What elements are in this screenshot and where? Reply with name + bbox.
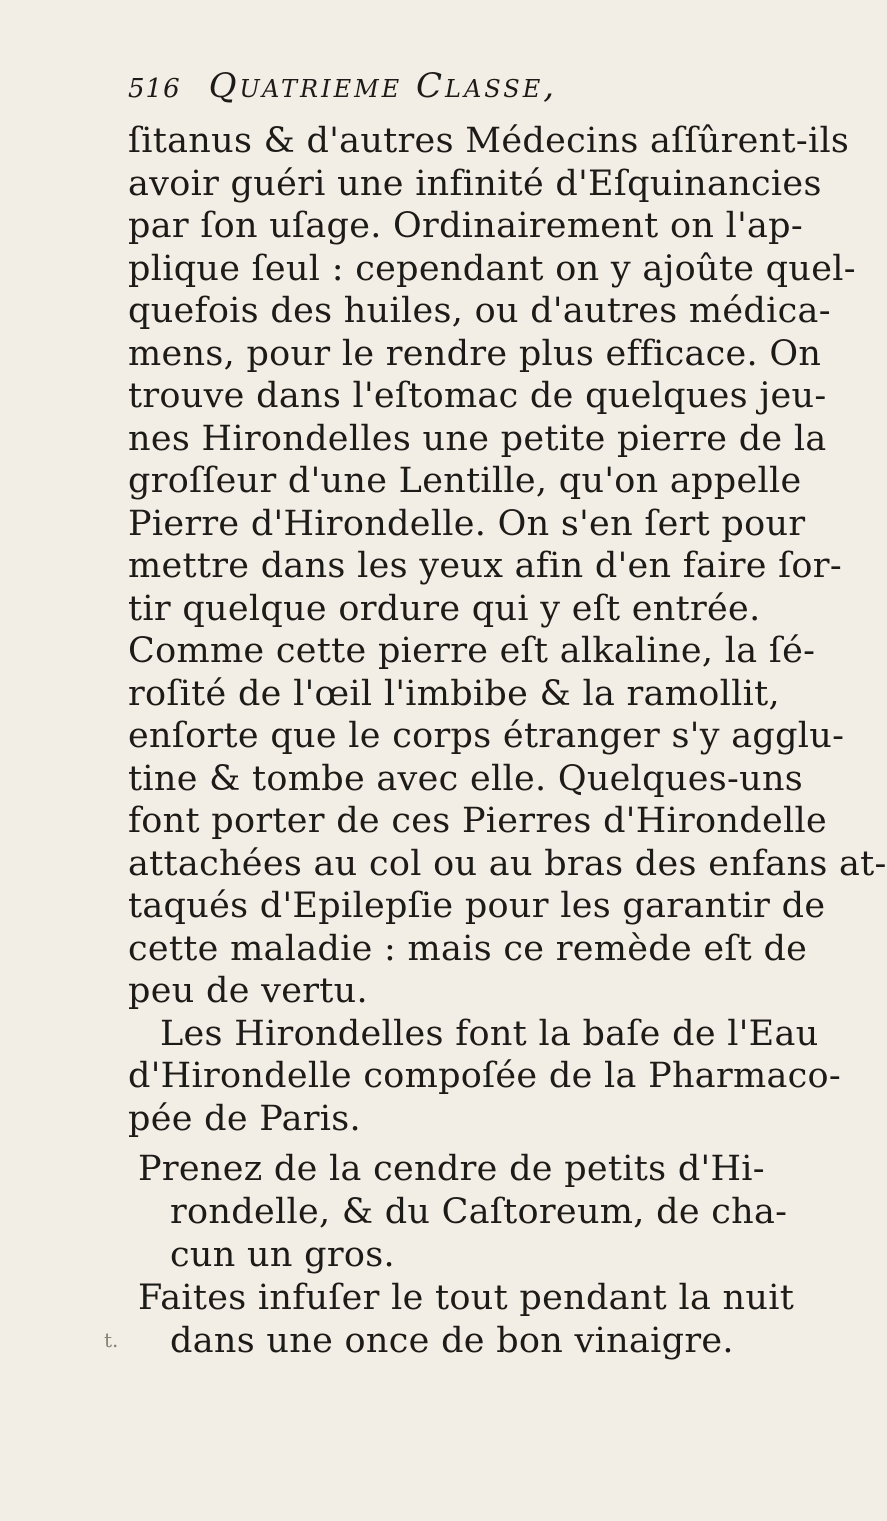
recipe-line: Prenez de la cendre de petits d'Hi- [138, 1149, 765, 1189]
text-line: peu de vertu. [128, 971, 368, 1011]
text-line: groſſeur d'une Lentille, qu'on appelle [128, 461, 802, 501]
text-line: Pierre d'Hirondelle. On s'en ſert pour [128, 503, 806, 544]
recipe-line: rondelle, & du Caſtoreum, de cha- [170, 1192, 788, 1232]
recipe-line: Faites infuſer le tout pendant la nuit [138, 1278, 795, 1318]
running-head: Quatrieme Classe, [208, 66, 558, 106]
text-line: enſorte que le corps étranger s'y agglu- [128, 716, 845, 756]
margin-mark: t. [104, 1328, 119, 1352]
text-line: mens, pour le rendre plus efficace. On [128, 333, 822, 374]
text-line: cette maladie : mais ce remède eſt de [128, 928, 808, 969]
page-number: 516 [128, 74, 181, 104]
text-line: avoir guéri une infinité d'Eſquinancies [128, 163, 822, 204]
text-line: quefois des huiles, ou d'autres médica- [128, 291, 831, 331]
text-line: attachées au col ou au bras des enfans at- [128, 843, 887, 884]
body-text [128, 120, 887, 1140]
text-line: taqués d'Epilepſie pour les garantir de [128, 886, 826, 926]
text-line: trouve dans l'eſtomac de quelques jeu- [128, 376, 827, 416]
paragraph-start-line: Les Hirondelles font la baſe de l'Eau [160, 1013, 819, 1054]
text-line: plique ſeul : cependant on y ajoûte quel- [128, 248, 856, 289]
page-header [128, 66, 668, 116]
recipe-block [128, 1148, 795, 1363]
recipe-line: cun un gros. [170, 1235, 395, 1275]
text-line: tir quelque ordure qui y eſt entrée. [128, 588, 761, 629]
text-line: pée de Paris. [128, 1098, 361, 1139]
text-line: nes Hirondelles une petite pierre de la [128, 418, 827, 459]
recipe-line: dans une once de bon vinaigre. [170, 1321, 734, 1361]
text-line: font porter de ces Pierres d'Hirondelle [128, 801, 827, 841]
text-line: par ſon uſage. Ordinairement on l'ap- [128, 206, 804, 246]
text-line: roſité de l'œil l'imbibe & la ramollit, [128, 673, 780, 714]
text-line: ſitanus & d'autres Médecins aſſûrent-ils [128, 121, 850, 161]
text-line: d'Hirondelle compoſée de la Pharmaco- [128, 1056, 842, 1096]
text-line: mettre dans les yeux afin d'en faire ſor- [128, 546, 842, 586]
text-line: Comme cette pierre eſt alkaline, la ſé- [128, 631, 816, 671]
text-line: tine & tombe avec elle. Quelques-uns [128, 758, 804, 799]
